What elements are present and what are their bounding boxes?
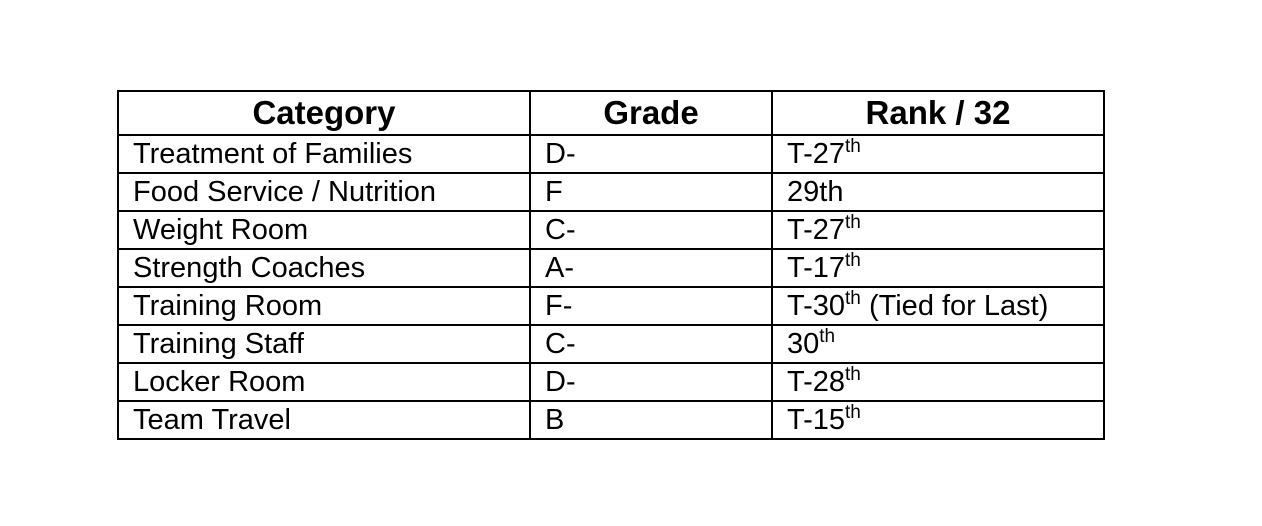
rank-ordinal: th [845, 250, 861, 271]
category-cell: Locker Room [118, 363, 530, 401]
rank-cell [772, 287, 1104, 325]
category-cell: Team Travel [118, 401, 530, 439]
rank-note: (Tied for Last) [860, 290, 1049, 322]
category-cell: Food Service / Nutrition [118, 173, 530, 211]
header-category: Category [118, 91, 530, 135]
rank-cell [772, 211, 1104, 249]
rank-cell [772, 135, 1104, 173]
table-row [118, 249, 1104, 287]
rank-ordinal: th [845, 364, 861, 385]
grade-cell: D- [530, 135, 772, 173]
grade-cell: A- [530, 249, 772, 287]
rank-cell [772, 173, 1104, 211]
grades-table [117, 90, 1105, 440]
rank-cell [772, 325, 1104, 363]
category-cell: Strength Coaches [118, 249, 530, 287]
grade-cell: B [530, 401, 772, 439]
table-row [118, 325, 1104, 363]
rank-value: T-17 [787, 252, 846, 284]
grade-cell: F- [530, 287, 772, 325]
rank-ordinal: th [845, 402, 861, 423]
rank-ordinal: th [845, 288, 861, 309]
grade-cell: C- [530, 211, 772, 249]
rank-value: T-27 [787, 138, 846, 170]
table-row [118, 363, 1104, 401]
table-row [118, 287, 1104, 325]
table-row [118, 173, 1104, 211]
rank-value: T-28 [787, 366, 846, 398]
category-cell: Treatment of Families [118, 135, 530, 173]
rank-ordinal: th [845, 212, 861, 233]
table-row [118, 211, 1104, 249]
rank-value: T-27 [787, 214, 846, 246]
grade-cell: D- [530, 363, 772, 401]
rank-cell [772, 249, 1104, 287]
rank-ordinal: th [819, 326, 836, 347]
category-cell: Weight Room [118, 211, 530, 249]
category-cell: Training Room [118, 287, 530, 325]
rank-value: 29th [787, 176, 844, 208]
rank-value: T-15 [787, 404, 846, 436]
grade-cell: F [530, 173, 772, 211]
rank-cell [772, 401, 1104, 439]
category-cell: Training Staff [118, 325, 530, 363]
rank-cell [772, 363, 1104, 401]
table-row [118, 135, 1104, 173]
header-grade: Grade [530, 91, 772, 135]
rank-value: T-30 [787, 290, 846, 322]
table-row [118, 401, 1104, 439]
header-row [118, 91, 1104, 135]
rank-value: 30 [787, 328, 820, 360]
grade-cell: C- [530, 325, 772, 363]
header-rank: Rank / 32 [772, 91, 1104, 135]
rank-ordinal: th [845, 136, 861, 157]
